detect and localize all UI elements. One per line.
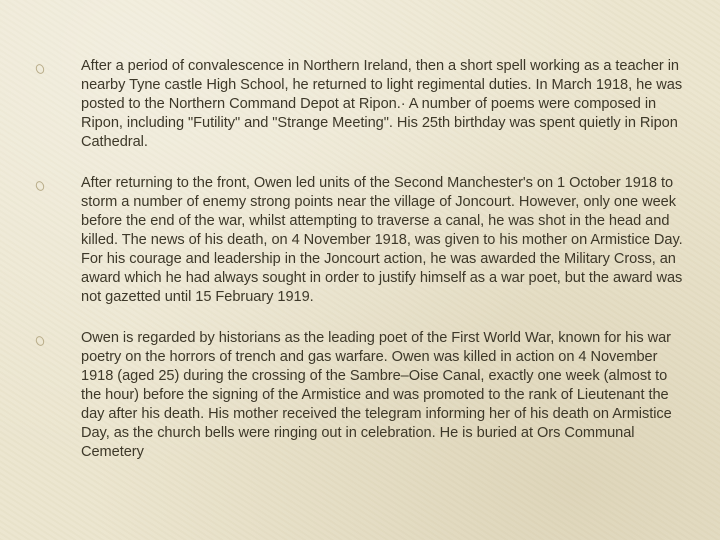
list-item — [30, 329, 690, 462]
list-item — [30, 174, 690, 307]
bullet-icon — [34, 63, 45, 75]
bullet-icon — [34, 335, 45, 347]
paragraph-text: After a period of convalescence in Northern Ireland, then a short spell working as a teacher in nearby Tyne castle High School, he returned to light regimental duties. In March 1918, he was posted to the Northern Command Depot at Ripon.· A number of poems were composed in Ripon, including "Futility" and "Strange Meeting". His 25th birthday was spent quietly in Ripon Cathedral. — [81, 58, 683, 150]
list-item — [30, 57, 690, 152]
bullet-icon — [34, 180, 45, 192]
paragraph-text: Owen is regarded by historians as the leading poet of the First World War, known for his war poetry on the horrors of trench and gas warfare. Owen was killed in action on 4 November 1918 (aged 25) during the crossing of the Sambre–Oise Canal, exactly one week (almost to the hour) before the signing of the Armistice and was promoted to the rank of Lieutenant the day after his death. His mother received the telegram informing her of his death on Armistice Day, as the church bells were ringing out in celebration. He is buried at Ors Communal Cemetery — [81, 330, 672, 460]
paragraph-text: After returning to the front, Owen led units of the Second Manchester's on 1 October 1918 to storm a number of enemy strong points near the village of Joncourt. However, only one week before the end of the war, whilst attempting to traverse a canal, he was shot in the head and killed. The news of his death, on 4 November 1918, was given to his mother on Armistice Day. For his courage and leadership in the Joncourt action, he was awarded the Military Cross, an award which he had always sought in order to justify himself as a war poet, but the award was not gazetted until 15 February 1919. — [81, 175, 683, 305]
bullet-list — [30, 57, 690, 484]
